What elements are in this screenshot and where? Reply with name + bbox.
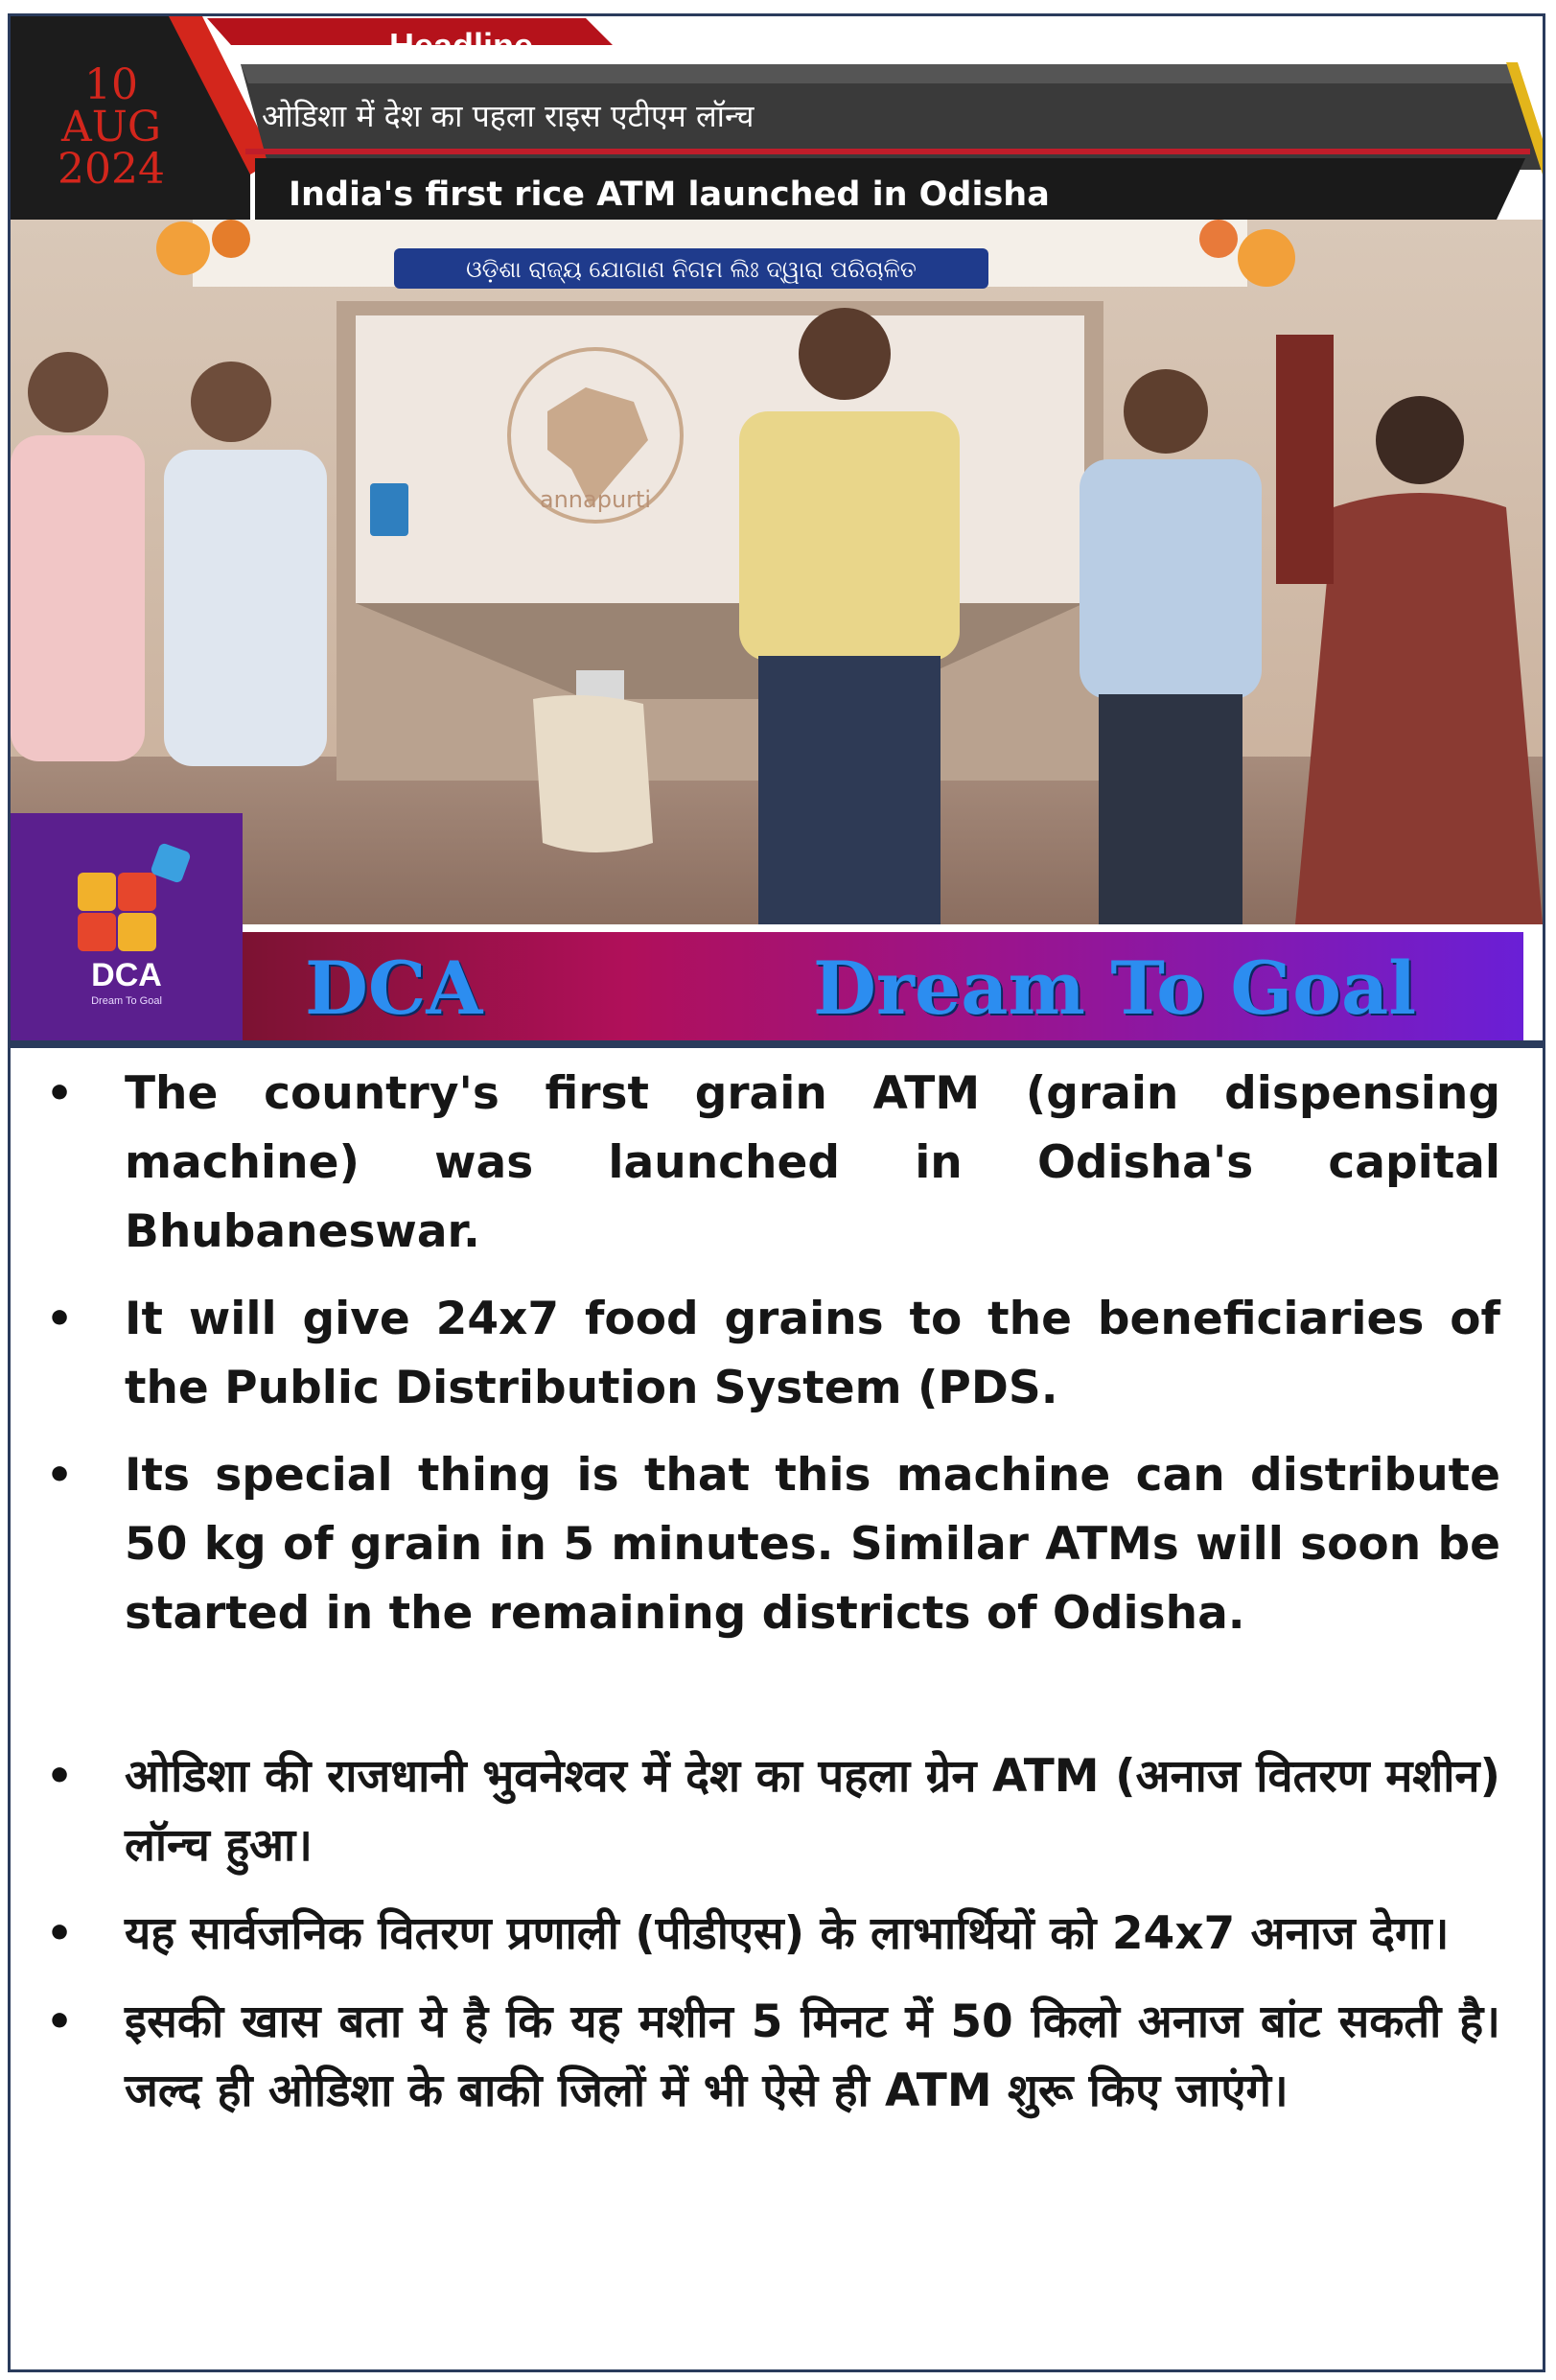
date-year: 2024 — [58, 145, 165, 194]
bullet-text: The country's first grain ATM (grain dispensing machine) was launched in Odisha's capital Bhubaneswar. — [125, 1067, 1500, 1258]
bullet-text: ओडिशा की राजधानी भुवनेश्वर में देश का पहला ग्रेन ATM (अनाज वितरण मशीन) लॉन्च हुआ। — [125, 1750, 1500, 1872]
date-block — [30, 60, 193, 194]
banner-dca-text: DCA — [305, 945, 483, 1031]
bullet-icon: • — [46, 1069, 74, 1118]
list-item — [38, 1900, 1500, 1969]
headline-english: India's first rice ATM launched in Odisha — [289, 175, 1050, 214]
list-item — [38, 1742, 1500, 1880]
puzzle-icon — [11, 813, 243, 957]
dca-logo — [11, 813, 243, 1040]
logo-subtext: Dream To Goal — [91, 995, 162, 1007]
headline-hindi: ओडिशा में देश का पहला राइस एटीएम लॉन्च — [262, 98, 755, 134]
date-month: AUG — [60, 103, 161, 152]
machine-brand: annapurti — [539, 486, 652, 513]
list-item — [38, 1988, 1500, 2126]
logo-text: DCA — [91, 957, 162, 993]
date-day: 10 — [84, 60, 138, 109]
list-item — [38, 1060, 1500, 1267]
headline-tag: Headline — [388, 26, 534, 65]
list-item — [38, 1285, 1500, 1423]
brand-banner — [243, 932, 1523, 1040]
bullet-icon: • — [46, 1451, 74, 1500]
bullet-icon: • — [46, 1909, 74, 1958]
english-bullet-list — [38, 1060, 1500, 1667]
bullet-text: यह सार्वजनिक वितरण प्रणाली (पीडीएस) के लाभार्थियों को 24x7 अनाज देगा। — [125, 1907, 1450, 1960]
bullet-text: Its special thing is that this machine can distribute 50 kg of grain in 5 minutes. Similar ATMs will soon be started in the remaining districts of Odisha. — [125, 1449, 1500, 1640]
bullet-icon: • — [46, 1997, 74, 2046]
list-item — [38, 1441, 1500, 1648]
bullet-icon: • — [46, 1295, 74, 1343]
bullet-icon: • — [46, 1752, 74, 1801]
bullet-text: It will give 24x7 food grains to the beneficiaries of the Public Distribution System (PDS. — [125, 1293, 1500, 1414]
banner-tagline: Dream To Goal — [813, 945, 1417, 1031]
bullet-text: इसकी खास बता ये है कि यह मशीन 5 मिनट में 50 किलो अनाज बांट सकती है। जल्द ही ओडिशा के बाकी जिलों में भी ऐसे ही ATM शुरू किए जाएंगे। — [125, 1995, 1500, 2117]
divider — [11, 1040, 1543, 1048]
hindi-bullet-list — [38, 1742, 1500, 2145]
headline-header — [11, 16, 1543, 220]
sign-text: ଓଡ଼ିଶା ରାଜ୍ୟ ଯୋଗାଣ ନିଗମ ଲିଃ ଦ୍ୱାରା ପରିଚାଳିତ — [466, 256, 917, 283]
